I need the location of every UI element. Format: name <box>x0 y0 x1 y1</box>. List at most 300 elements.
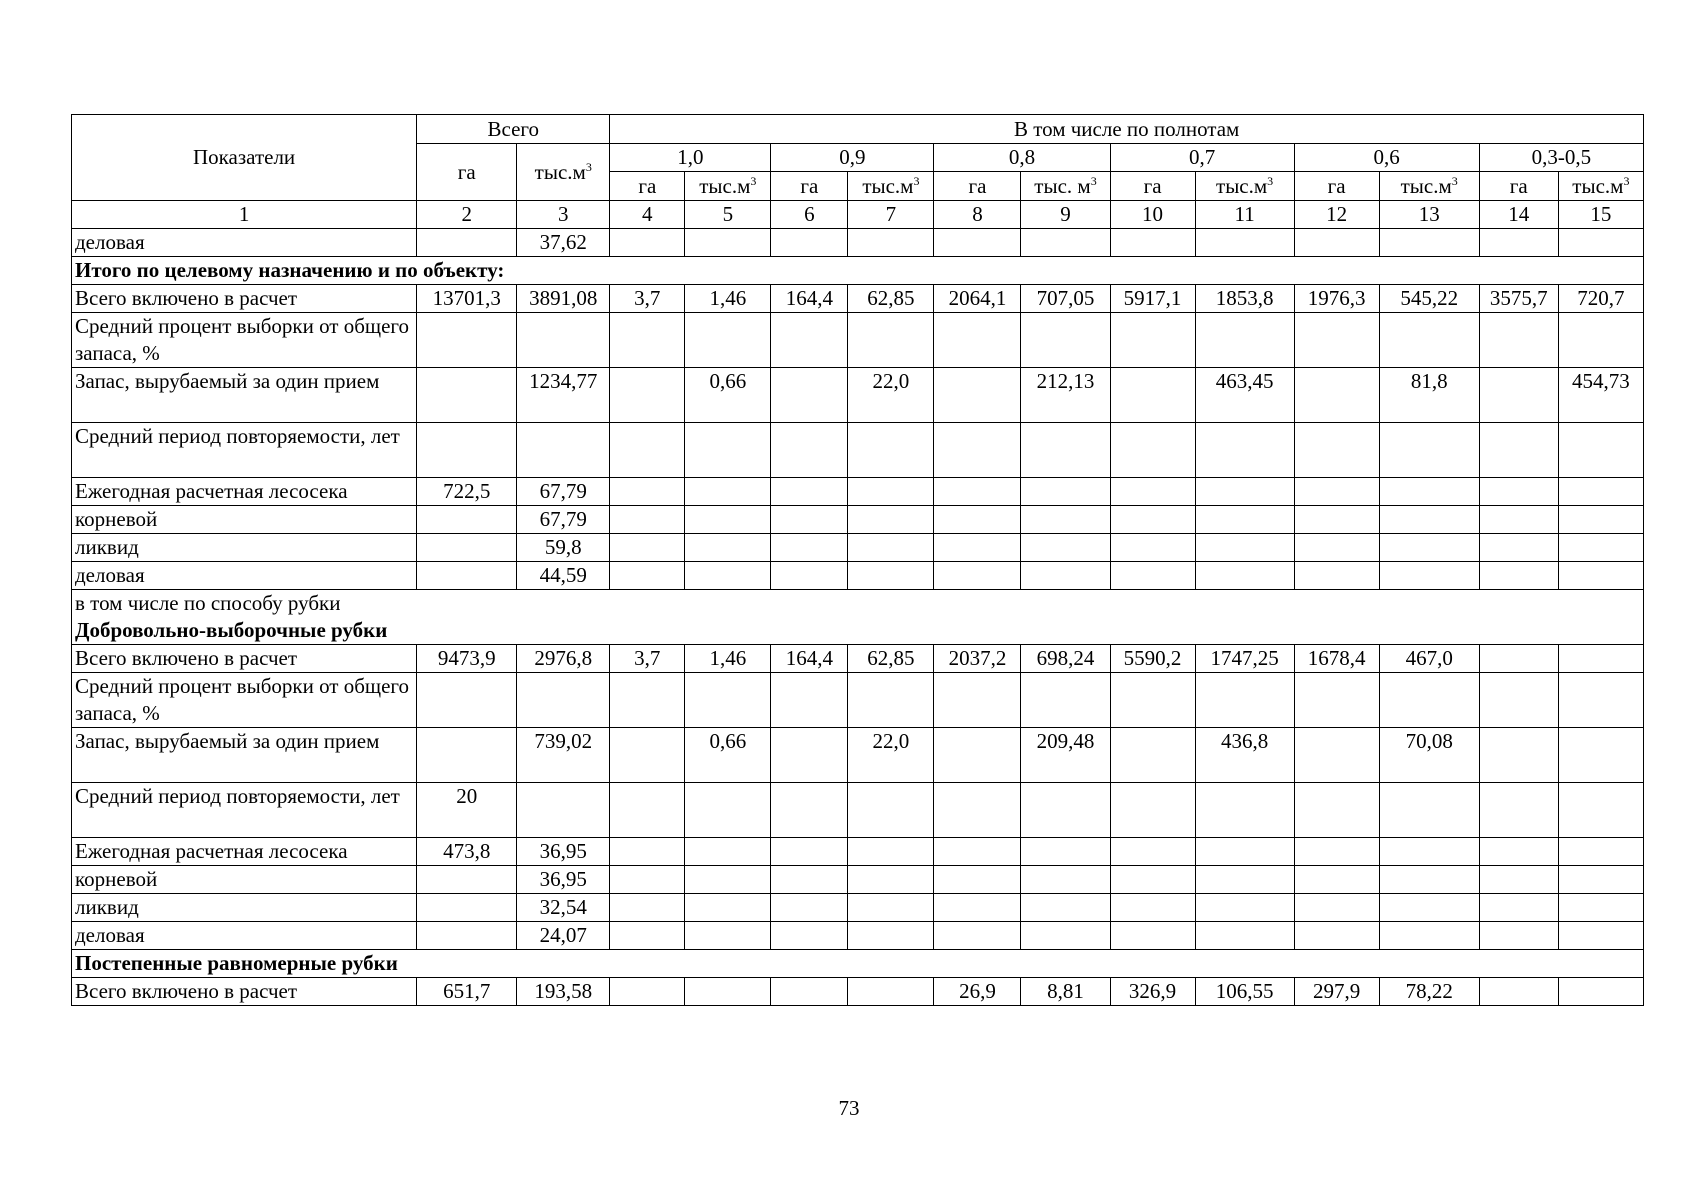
unit-superscript: 3 <box>585 159 592 174</box>
header-unit-ha: га <box>1294 172 1379 201</box>
data-cell: 36,95 <box>517 838 610 866</box>
data-cell <box>1294 894 1379 922</box>
table-row <box>72 894 1644 922</box>
data-cell <box>610 894 685 922</box>
data-cell <box>848 229 934 257</box>
data-cell <box>417 562 517 590</box>
data-cell <box>1558 506 1643 534</box>
data-cell <box>1110 922 1195 950</box>
data-cell <box>771 313 848 368</box>
section-title: Добровольно-выборочные рубки <box>75 618 388 642</box>
data-cell <box>848 894 934 922</box>
table-row <box>72 257 1644 285</box>
header-total-ha: га <box>417 144 517 201</box>
data-cell <box>417 894 517 922</box>
data-cell: 62,85 <box>848 645 934 673</box>
data-cell <box>610 368 685 423</box>
data-cell <box>934 313 1021 368</box>
data-cell: 3,7 <box>610 285 685 313</box>
data-cell <box>1110 728 1195 783</box>
data-cell: 81,8 <box>1379 368 1479 423</box>
data-cell: 78,22 <box>1379 978 1479 1006</box>
data-cell <box>771 229 848 257</box>
row-label: Всего включено в расчет <box>72 645 417 673</box>
data-cell <box>685 673 771 728</box>
data-cell <box>1379 534 1479 562</box>
data-cell <box>1379 783 1479 838</box>
unit-label: тыс.м <box>1216 173 1268 198</box>
data-cell <box>1195 838 1294 866</box>
data-cell <box>1294 783 1379 838</box>
row-label: Средний процент выборки от общего запаса, % <box>72 313 417 368</box>
table-row <box>72 950 1644 978</box>
data-cell: 2064,1 <box>934 285 1021 313</box>
header-total: Всего <box>417 115 610 144</box>
data-cell <box>848 534 934 562</box>
header-density: 0,7 <box>1110 144 1294 172</box>
data-cell: 698,24 <box>1021 645 1110 673</box>
data-cell: 707,05 <box>1021 285 1110 313</box>
row-label: Ежегодная расчетная лесосека <box>72 838 417 866</box>
data-cell <box>771 838 848 866</box>
table-row <box>72 728 1644 783</box>
data-cell <box>1558 922 1643 950</box>
row-label: Ежегодная расчетная лесосека <box>72 478 417 506</box>
data-cell <box>685 229 771 257</box>
data-cell <box>1558 478 1643 506</box>
section-heading: Постепенные равномерные рубки <box>72 950 1644 978</box>
data-cell: 473,8 <box>417 838 517 866</box>
data-cell <box>685 894 771 922</box>
table-row <box>72 285 1644 313</box>
data-cell <box>1558 838 1643 866</box>
data-cell <box>417 368 517 423</box>
row-label: Всего включено в расчет <box>72 285 417 313</box>
data-cell <box>848 562 934 590</box>
data-cell <box>517 673 610 728</box>
data-cell <box>1021 506 1110 534</box>
data-cell: 3575,7 <box>1479 285 1558 313</box>
data-cell <box>1294 423 1379 478</box>
data-cell <box>934 922 1021 950</box>
table-row <box>72 978 1644 1006</box>
data-cell: 3891,08 <box>517 285 610 313</box>
data-cell <box>934 229 1021 257</box>
data-cell <box>685 783 771 838</box>
data-cell <box>1558 534 1643 562</box>
data-cell <box>1479 645 1558 673</box>
data-cell: 164,4 <box>771 285 848 313</box>
table-row <box>72 922 1644 950</box>
unit-superscript: 3 <box>1267 173 1274 188</box>
data-cell <box>685 978 771 1006</box>
header-unit-volume <box>1379 172 1479 201</box>
header-unit-volume <box>1558 172 1643 201</box>
data-cell <box>1558 562 1643 590</box>
data-cell: 164,4 <box>771 645 848 673</box>
data-cell: 32,54 <box>517 894 610 922</box>
data-cell <box>771 368 848 423</box>
data-cell <box>417 728 517 783</box>
data-cell <box>1294 866 1379 894</box>
data-cell <box>848 838 934 866</box>
header-density: 0,9 <box>771 144 934 172</box>
data-cell <box>1110 534 1195 562</box>
data-cell <box>1294 478 1379 506</box>
data-cell <box>1021 562 1110 590</box>
data-cell: 720,7 <box>1558 285 1643 313</box>
data-cell <box>1021 922 1110 950</box>
data-cell <box>610 313 685 368</box>
column-number: 2 <box>417 201 517 229</box>
row-label: деловая <box>72 229 417 257</box>
data-cell <box>1021 866 1110 894</box>
data-cell: 297,9 <box>1294 978 1379 1006</box>
data-cell: 67,79 <box>517 478 610 506</box>
column-number: 3 <box>517 201 610 229</box>
data-cell: 212,13 <box>1021 368 1110 423</box>
data-cell <box>934 506 1021 534</box>
data-cell <box>1294 562 1379 590</box>
data-cell <box>685 423 771 478</box>
column-number: 10 <box>1110 201 1195 229</box>
data-cell <box>685 562 771 590</box>
data-cell <box>1110 478 1195 506</box>
data-cell <box>1021 423 1110 478</box>
unit-label: тыс.м <box>1572 173 1624 198</box>
data-cell <box>610 423 685 478</box>
data-cell <box>1558 783 1643 838</box>
data-cell <box>848 673 934 728</box>
data-cell <box>1479 673 1558 728</box>
table-row <box>72 506 1644 534</box>
data-cell <box>685 478 771 506</box>
unit-label: тыс.м <box>699 173 751 198</box>
table-row <box>72 866 1644 894</box>
data-cell <box>848 506 934 534</box>
header-unit-ha: га <box>1110 172 1195 201</box>
data-cell <box>1558 978 1643 1006</box>
section-heading <box>72 590 1644 645</box>
data-cell <box>771 673 848 728</box>
unit-label: тыс.м <box>862 173 914 198</box>
data-cell <box>610 478 685 506</box>
data-cell <box>771 423 848 478</box>
header-unit-ha: га <box>771 172 848 201</box>
data-cell: 193,58 <box>517 978 610 1006</box>
unit-label: тыс. м <box>1034 173 1091 198</box>
unit-superscript: 3 <box>1090 173 1097 188</box>
data-cell <box>934 478 1021 506</box>
data-cell <box>848 866 934 894</box>
data-cell <box>1379 423 1479 478</box>
data-cell: 22,0 <box>848 368 934 423</box>
data-cell <box>771 978 848 1006</box>
data-cell <box>771 866 848 894</box>
data-cell <box>685 866 771 894</box>
data-cell <box>1110 313 1195 368</box>
data-cell <box>610 922 685 950</box>
unit-label: тыс.м <box>534 159 586 184</box>
data-cell <box>848 423 934 478</box>
column-number: 8 <box>934 201 1021 229</box>
data-cell <box>934 728 1021 783</box>
data-cell: 0,66 <box>685 368 771 423</box>
forest-harvest-table <box>71 114 1644 1006</box>
data-cell: 326,9 <box>1110 978 1195 1006</box>
unit-superscript: 3 <box>1451 173 1458 188</box>
data-cell <box>1195 313 1294 368</box>
data-cell <box>685 313 771 368</box>
data-cell: 62,85 <box>848 285 934 313</box>
header-density: 0,6 <box>1294 144 1479 172</box>
data-cell <box>1379 506 1479 534</box>
data-cell <box>610 838 685 866</box>
header-density: 1,0 <box>610 144 771 172</box>
table-row <box>72 838 1644 866</box>
column-number: 7 <box>848 201 934 229</box>
data-cell <box>1195 673 1294 728</box>
row-label: деловая <box>72 922 417 950</box>
header-indicators: Показатели <box>72 115 417 201</box>
data-cell <box>934 866 1021 894</box>
table-row <box>72 313 1644 368</box>
data-cell <box>1558 313 1643 368</box>
data-cell <box>1479 894 1558 922</box>
row-label: деловая <box>72 562 417 590</box>
row-label: Средний процент выборки от общего запаса, % <box>72 673 417 728</box>
data-cell <box>771 894 848 922</box>
table-row <box>72 229 1644 257</box>
data-cell <box>610 783 685 838</box>
data-cell: 59,8 <box>517 534 610 562</box>
data-cell: 1853,8 <box>1195 285 1294 313</box>
header-by-density: В том числе по полнотам <box>610 115 1644 144</box>
data-cell <box>417 866 517 894</box>
data-cell <box>685 838 771 866</box>
row-label: ликвид <box>72 534 417 562</box>
row-label: ликвид <box>72 894 417 922</box>
data-cell: 463,45 <box>1195 368 1294 423</box>
row-label: Всего включено в расчет <box>72 978 417 1006</box>
data-cell <box>848 478 934 506</box>
data-cell: 22,0 <box>848 728 934 783</box>
unit-superscript: 3 <box>750 173 757 188</box>
data-cell <box>1021 313 1110 368</box>
data-cell <box>1379 562 1479 590</box>
data-cell: 1,46 <box>685 285 771 313</box>
data-cell <box>1558 423 1643 478</box>
data-cell: 545,22 <box>1379 285 1479 313</box>
data-cell <box>1479 783 1558 838</box>
data-cell <box>1479 922 1558 950</box>
data-cell: 1747,25 <box>1195 645 1294 673</box>
data-cell <box>685 506 771 534</box>
data-cell <box>1294 313 1379 368</box>
row-label: Запас, вырубаемый за один прием <box>72 728 417 783</box>
data-cell <box>1110 866 1195 894</box>
header-unit-ha: га <box>1479 172 1558 201</box>
data-cell <box>934 562 1021 590</box>
data-cell <box>1479 478 1558 506</box>
data-cell <box>771 562 848 590</box>
data-cell <box>610 562 685 590</box>
column-number: 5 <box>685 201 771 229</box>
data-cell <box>1021 673 1110 728</box>
data-cell: 2037,2 <box>934 645 1021 673</box>
data-cell <box>1110 229 1195 257</box>
row-label: корневой <box>72 866 417 894</box>
data-cell: 5917,1 <box>1110 285 1195 313</box>
data-cell <box>1479 562 1558 590</box>
data-cell <box>610 866 685 894</box>
data-cell <box>1110 838 1195 866</box>
data-cell <box>1021 478 1110 506</box>
data-cell <box>1479 534 1558 562</box>
data-cell <box>1379 922 1479 950</box>
header-unit-volume <box>848 172 934 201</box>
data-cell <box>934 783 1021 838</box>
data-cell <box>517 313 610 368</box>
data-cell <box>417 673 517 728</box>
data-cell <box>417 423 517 478</box>
header-total-volume <box>517 144 610 201</box>
data-cell <box>848 922 934 950</box>
data-cell <box>1558 229 1643 257</box>
data-cell: 1678,4 <box>1294 645 1379 673</box>
data-cell <box>610 978 685 1006</box>
data-cell <box>1479 728 1558 783</box>
column-number: 12 <box>1294 201 1379 229</box>
table-row <box>72 534 1644 562</box>
data-cell <box>771 506 848 534</box>
data-cell <box>1479 978 1558 1006</box>
data-cell <box>771 534 848 562</box>
data-cell: 24,07 <box>517 922 610 950</box>
data-cell <box>417 922 517 950</box>
data-cell: 70,08 <box>1379 728 1479 783</box>
data-cell <box>610 229 685 257</box>
data-cell <box>1195 894 1294 922</box>
data-cell: 0,66 <box>685 728 771 783</box>
data-cell <box>1021 838 1110 866</box>
data-cell <box>934 894 1021 922</box>
data-cell <box>1379 894 1479 922</box>
data-cell <box>1294 922 1379 950</box>
data-cell: 1234,77 <box>517 368 610 423</box>
data-cell <box>417 506 517 534</box>
data-cell <box>1195 922 1294 950</box>
table-row <box>72 423 1644 478</box>
data-cell <box>1294 368 1379 423</box>
data-cell <box>1379 866 1479 894</box>
data-cell: 1,46 <box>685 645 771 673</box>
data-cell <box>610 673 685 728</box>
data-cell <box>1479 866 1558 894</box>
data-cell <box>1479 368 1558 423</box>
data-cell: 651,7 <box>417 978 517 1006</box>
data-cell <box>610 506 685 534</box>
data-cell <box>1021 229 1110 257</box>
data-cell <box>685 922 771 950</box>
data-cell <box>1379 478 1479 506</box>
data-cell: 8,81 <box>1021 978 1110 1006</box>
data-cell <box>417 534 517 562</box>
data-cell <box>1021 534 1110 562</box>
row-label: Средний период повторяемости, лет <box>72 783 417 838</box>
header-unit-ha: га <box>934 172 1021 201</box>
data-cell <box>1195 866 1294 894</box>
header-unit-volume <box>685 172 771 201</box>
data-cell: 44,59 <box>517 562 610 590</box>
data-cell <box>1294 534 1379 562</box>
data-cell <box>1195 534 1294 562</box>
table-row <box>72 368 1644 423</box>
data-cell <box>1294 838 1379 866</box>
unit-superscript: 3 <box>1623 173 1630 188</box>
data-cell: 9473,9 <box>417 645 517 673</box>
data-cell <box>1021 783 1110 838</box>
data-cell <box>610 534 685 562</box>
data-cell <box>771 478 848 506</box>
data-cell <box>1110 783 1195 838</box>
data-cell <box>771 922 848 950</box>
data-cell <box>1294 229 1379 257</box>
column-number: 11 <box>1195 201 1294 229</box>
data-cell <box>685 534 771 562</box>
data-cell <box>1195 506 1294 534</box>
data-cell <box>1558 673 1643 728</box>
column-number: 9 <box>1021 201 1110 229</box>
data-cell: 739,02 <box>517 728 610 783</box>
data-cell <box>1110 423 1195 478</box>
data-cell <box>1558 728 1643 783</box>
data-cell <box>1110 673 1195 728</box>
section-heading: Итого по целевому назначению и по объекту: <box>72 257 1644 285</box>
data-cell <box>517 423 610 478</box>
data-cell <box>1110 506 1195 534</box>
data-cell <box>771 728 848 783</box>
unit-label: тыс.м <box>1400 173 1452 198</box>
data-cell: 20 <box>417 783 517 838</box>
data-cell <box>1110 894 1195 922</box>
data-cell <box>848 313 934 368</box>
data-cell <box>1195 783 1294 838</box>
header-density: 0,3-0,5 <box>1479 144 1643 172</box>
section-subtitle: в том числе по способу рубки <box>75 591 341 615</box>
data-cell: 209,48 <box>1021 728 1110 783</box>
data-cell: 3,7 <box>610 645 685 673</box>
data-cell <box>1558 866 1643 894</box>
data-cell: 67,79 <box>517 506 610 534</box>
data-cell: 2976,8 <box>517 645 610 673</box>
data-cell: 26,9 <box>934 978 1021 1006</box>
data-cell <box>1195 229 1294 257</box>
column-number: 1 <box>72 201 417 229</box>
row-label: Средний период повторяемости, лет <box>72 423 417 478</box>
table-row <box>72 645 1644 673</box>
data-cell <box>934 673 1021 728</box>
data-cell <box>1558 894 1643 922</box>
data-cell <box>1479 838 1558 866</box>
data-cell: 5590,2 <box>1110 645 1195 673</box>
data-cell <box>771 783 848 838</box>
data-cell <box>848 978 934 1006</box>
data-cell <box>1479 229 1558 257</box>
data-cell <box>1110 562 1195 590</box>
column-number: 4 <box>610 201 685 229</box>
row-label: корневой <box>72 506 417 534</box>
